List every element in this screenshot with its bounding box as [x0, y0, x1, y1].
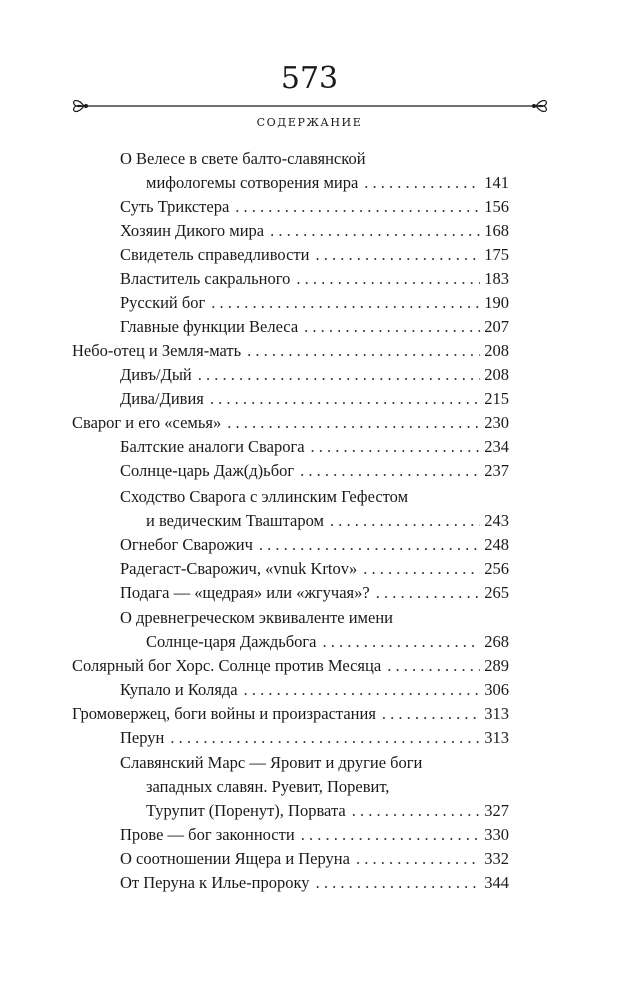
- toc-entry[interactable]: [120, 557, 509, 581]
- toc-entry-page: 327: [484, 801, 509, 820]
- dot-leader: [300, 459, 480, 483]
- toc-entry-title: Дива/Дивия: [120, 389, 204, 408]
- toc-entry-title: Радегаст-Сварожич, «vnuk Krtov»: [120, 559, 358, 578]
- toc-entry-page: 156: [484, 197, 509, 216]
- toc-entry-page: 332: [484, 849, 509, 868]
- toc-entry-title-continued: О Велесе в свете балто-славянской: [120, 149, 366, 168]
- dot-leader: [259, 533, 480, 557]
- toc-entry-page: 175: [484, 245, 509, 264]
- toc-entry-title-continued: О древнегреческом эквиваленте имени: [120, 608, 393, 627]
- toc-entry[interactable]: [120, 291, 509, 315]
- toc-entry[interactable]: [120, 315, 509, 339]
- toc-entry-page: 265: [484, 583, 509, 602]
- toc-entry[interactable]: [120, 243, 509, 267]
- page-number: 573: [280, 61, 339, 96]
- dot-leader: [364, 171, 480, 195]
- toc-chapter-title: Громовержец, боги войны и произрастания: [72, 704, 376, 723]
- dot-leader: [376, 581, 481, 605]
- dot-leader: [330, 509, 480, 533]
- toc-entry-title: Дивъ/Дый: [120, 365, 192, 384]
- toc-entry-title: и ведическим Тваштаром: [146, 511, 324, 530]
- toc-entry-page: 248: [484, 535, 509, 554]
- dot-leader: [170, 726, 480, 750]
- toc-entry-page: 289: [484, 656, 509, 675]
- toc-entry-title: Солнце-царь Даж(д)ьбог: [120, 461, 295, 480]
- toc-entry-title: Суть Трикстера: [120, 197, 230, 216]
- toc-entry-page: 208: [484, 341, 509, 360]
- toc-entry-page: 237: [484, 461, 509, 480]
- ornamental-rule: [70, 95, 550, 117]
- toc-entry-page: 330: [484, 825, 509, 844]
- running-head: СОДЕРЖАНИЕ: [256, 116, 363, 129]
- toc-entry-title-continued: Сходство Сварога с эллинским Гефестом: [120, 487, 409, 506]
- dot-leader: [244, 678, 481, 702]
- toc-entry[interactable]: [120, 435, 509, 459]
- toc-entry-title: Русский бог: [120, 293, 206, 312]
- toc-entry-page: 306: [484, 680, 509, 699]
- toc-entry-page: 183: [484, 269, 509, 288]
- dot-leader: [296, 267, 480, 291]
- toc-entry-title: Хозяин Дикого мира: [120, 221, 265, 240]
- toc-entry[interactable]: [120, 387, 509, 411]
- toc-entry[interactable]: [120, 267, 509, 291]
- dot-leader: [315, 243, 480, 267]
- toc-chapter[interactable]: [72, 339, 509, 363]
- toc-entry-page: 141: [484, 173, 509, 192]
- toc-entry[interactable]: [120, 219, 509, 243]
- dot-leader: [356, 847, 480, 871]
- dot-leader: [198, 363, 480, 387]
- toc-entry[interactable]: [146, 799, 509, 823]
- toc-entry-title: Перун: [120, 728, 165, 747]
- toc-entry-title-continued: западных славян. Руевит, Поревит,: [146, 777, 390, 796]
- toc-entry-page: 168: [484, 221, 509, 240]
- toc-entry-page: 344: [484, 873, 509, 892]
- dot-leader: [316, 871, 481, 895]
- toc-entry-page: 207: [484, 317, 509, 336]
- toc-entry[interactable]: [146, 509, 509, 533]
- dot-leader: [352, 799, 481, 823]
- toc-chapter-title: Небо-отец и Земля-мать: [72, 341, 242, 360]
- toc-entry-title: Балтские аналоги Сварога: [120, 437, 305, 456]
- toc-entry[interactable]: [120, 459, 509, 483]
- toc-entry-title: Турупит (Поренут), Порвата: [146, 801, 346, 820]
- dot-leader: [363, 557, 480, 581]
- right-ornament-icon: [533, 101, 547, 112]
- toc-entry[interactable]: [120, 847, 509, 871]
- toc-entry-title: Свидетель справедливости: [120, 245, 310, 264]
- toc-entry-page: 313: [484, 704, 509, 723]
- toc-entry[interactable]: [120, 678, 509, 702]
- toc-chapter[interactable]: [72, 411, 509, 435]
- toc-entry-page: 230: [484, 413, 509, 432]
- toc-entry-page: 190: [484, 293, 509, 312]
- toc-chapter[interactable]: [72, 702, 509, 726]
- dot-leader: [227, 411, 480, 435]
- toc-entry-title: Прове — бог законности: [120, 825, 295, 844]
- toc-entry-title: Главные функции Велеса: [120, 317, 299, 336]
- dot-leader: [235, 195, 480, 219]
- toc-entry-page: 234: [484, 437, 509, 456]
- dot-leader: [247, 339, 480, 363]
- toc-entry-page: 243: [484, 511, 509, 530]
- dot-leader: [382, 702, 480, 726]
- toc-entry-page: 256: [484, 559, 509, 578]
- toc-entry[interactable]: [120, 726, 509, 750]
- dot-leader: [211, 291, 480, 315]
- toc-entry-title: Подага — «щедрая» или «жгучая»?: [120, 583, 370, 602]
- toc-entry-title: Огнебог Сварожич: [120, 535, 253, 554]
- toc-entry[interactable]: [120, 363, 509, 387]
- toc-entry[interactable]: [120, 871, 509, 895]
- toc-entry-page: 215: [484, 389, 509, 408]
- toc-entry-title-continued: Славянский Марс — Яровит и другие боги: [120, 753, 423, 772]
- toc-entry[interactable]: [120, 195, 509, 219]
- left-ornament-icon: [74, 101, 88, 112]
- toc-entry-title: мифологемы сотворения мира: [146, 173, 359, 192]
- toc-entry-title: Купало и Коляда: [120, 680, 238, 699]
- toc-entry[interactable]: [120, 533, 509, 557]
- toc-entry[interactable]: [120, 581, 509, 605]
- dot-leader: [304, 315, 480, 339]
- toc-entry-title: От Перуна к Илье-пророку: [120, 873, 310, 892]
- dot-leader: [311, 435, 481, 459]
- dot-leader: [301, 823, 481, 847]
- toc-entry[interactable]: [120, 823, 509, 847]
- dot-leader: [387, 654, 480, 678]
- dot-leader: [323, 630, 481, 654]
- toc-chapter-title: Сварог и его «семья»: [72, 413, 222, 432]
- dot-leader: [210, 387, 480, 411]
- toc-entry[interactable]: [146, 171, 509, 195]
- dot-leader: [270, 219, 480, 243]
- toc-chapter-title: Солярный бог Хорс. Солнце против Месяца: [72, 656, 382, 675]
- toc-entry-title: Властитель сакрального: [120, 269, 291, 288]
- toc-chapter[interactable]: [72, 654, 509, 678]
- toc-entry[interactable]: [146, 630, 509, 654]
- toc-entry-page: 313: [484, 728, 509, 747]
- toc-entry-title: Солнце-царя Даждьбога: [146, 632, 317, 651]
- toc-entry-page: 208: [484, 365, 509, 384]
- toc-entry-title: О соотношении Ящера и Перуна: [120, 849, 350, 868]
- toc-entry-page: 268: [484, 632, 509, 651]
